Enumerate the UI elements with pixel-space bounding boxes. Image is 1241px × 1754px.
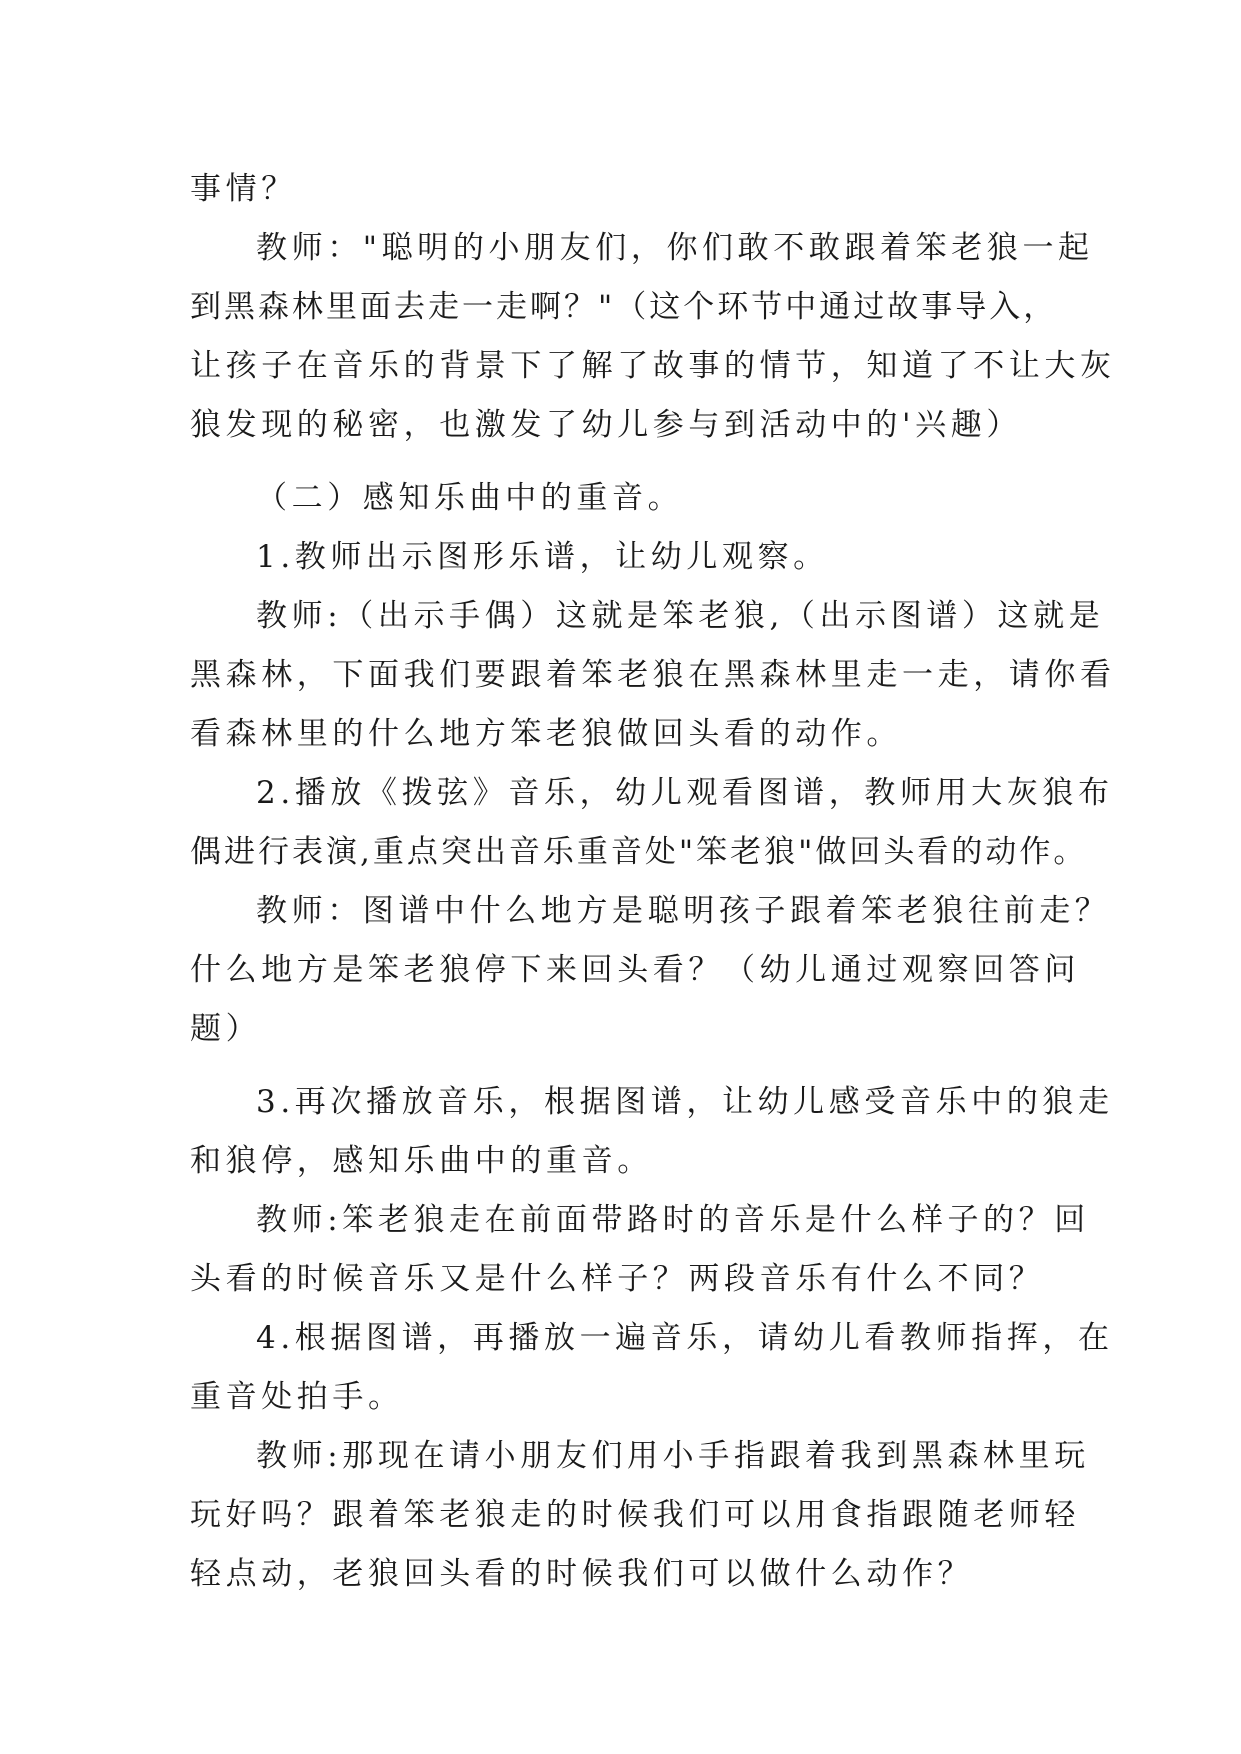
text-line: 教师："聪明的小朋友们，你们敢不敢跟着笨老狼一起 <box>256 230 1094 266</box>
text-line: 黑森林，下面我们要跟着笨老狼在黑森林里走一走，请你看 <box>190 657 1116 693</box>
section-heading: （二）感知乐曲中的重音。 <box>256 480 684 516</box>
text-line: 偶进行表演,重点突出音乐重音处"笨老狼"做回头看的动作。 <box>190 834 1088 870</box>
text-line: 题） <box>190 1011 262 1047</box>
text-line: 让孩子在音乐的背景下了解了故事的情节，知道了不让大灰 <box>190 348 1116 384</box>
text-line: 头看的时候音乐又是什么样子？两段音乐有什么不同？ <box>190 1261 1045 1297</box>
text-line: 轻点动，老狼回头看的时候我们可以做什么动作？ <box>190 1556 974 1592</box>
text-line: 1.教师出示图形乐谱，让幼儿观察。 <box>256 539 829 575</box>
text-line: 教师:笨老狼走在前面带路时的音乐是什么样子的？回 <box>256 1202 1090 1238</box>
text-line: 4.根据图谱，再播放一遍音乐，请幼儿看教师指挥，在 <box>256 1320 1114 1356</box>
text-line: 教师:（出示手偶）这就是笨老狼,（出示图谱）这就是 <box>256 598 1105 634</box>
text-line: 教师:那现在请小朋友们用小手指跟着我到黑森林里玩 <box>256 1438 1090 1474</box>
text-line: 教师：图谱中什么地方是聪明孩子跟着笨老狼往前走？ <box>256 893 1111 929</box>
text-line: 3.再次播放音乐，根据图谱，让幼儿感受音乐中的狼走 <box>256 1084 1114 1120</box>
text-line: 什么地方是笨老狼停下来回头看？（幼儿通过观察回答问 <box>190 952 1080 988</box>
text-line: 事情？ <box>190 171 297 207</box>
text-line: 重音处拍手。 <box>190 1379 404 1415</box>
text-line: 狼发现的秘密，也激发了幼儿参与到活动中的'兴趣） <box>190 407 1022 443</box>
text-line: 看森林里的什么地方笨老狼做回头看的动作。 <box>190 716 902 752</box>
document-page <box>190 160 1116 1604</box>
text-line: 玩好吗？跟着笨老狼走的时候我们可以用食指跟随老师轻 <box>190 1497 1080 1533</box>
text-line: 和狼停，感知乐曲中的重音。 <box>190 1143 653 1179</box>
text-line: 2.播放《拨弦》音乐，幼儿观看图谱，教师用大灰狼布 <box>256 775 1114 811</box>
text-line: 到黑森林里面去走一走啊？"（这个环节中通过故事导入， <box>190 289 1058 325</box>
